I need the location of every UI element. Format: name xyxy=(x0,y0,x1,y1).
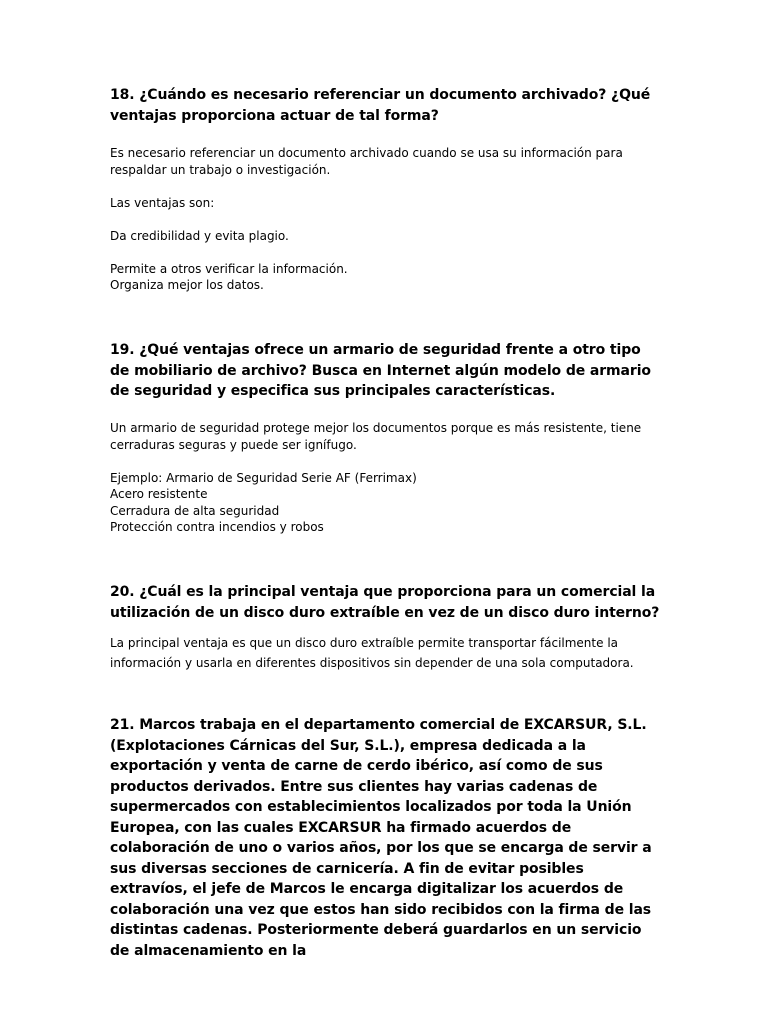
answer-19-point: Acero resistente xyxy=(110,487,208,501)
answer-18-text: Es necesario referenciar un documento archivado cuando se usa su información para respaldar un trabajo o investigación. xyxy=(110,146,623,177)
question-19-heading: 19. ¿Qué ventajas ofrece un armario de seguridad frente a otro tipo de mobiliario de archivo? Busca en Internet algún modelo de armario de seguridad y especifica sus principales características. xyxy=(110,342,651,399)
answer-19-point: Cerradura de alta seguridad xyxy=(110,503,280,518)
answer-20-text: La principal ventaja es que un disco duro extraíble permite transportar fácilmente la información y usarla en diferentes dispositivos sin depender de una sola computadora. xyxy=(110,636,634,670)
question-18-heading: 18. ¿Cuándo es necesario referenciar un documento archivado? ¿Qué ventajas proporciona actuar de tal forma? xyxy=(110,87,651,124)
answer-19-text: Un armario de seguridad protege mejor los documentos porque es más resistente, tiene cerraduras seguras y puede ser ignífugo. xyxy=(110,421,642,452)
answer-18-point: Da credibilidad y evita plagio. xyxy=(110,228,289,243)
answer-18 xyxy=(110,145,670,294)
answer-19-example: Ejemplo: Armario de Seguridad Serie AF (Ferrimax) xyxy=(110,470,417,485)
answer-18-point: Organiza mejor los datos. xyxy=(110,278,264,292)
question-21-heading: 21. Marcos trabaja en el departamento comercial de EXCARSUR, S.L. (Explotaciones Cárnicas del Sur, S.L.), empresa dedicada a la exportación y venta de carne de cerdo ibérico, así como de sus productos derivados. Entre sus clientes hay varias cadenas de supermercados con establecimientos localizados por toda la Unión Europea, con las cuales EXCARSUR ha firmado acuerdos de colaboración de uno o varios años, por los que se encarga de servir a sus diversas secciones de carnicería. A fin de evitar posibles extravíos, el jefe de Marcos le encarga digitalizar los acuerdos de colaboración una vez que estos han sido recibidos con la firma de las distintas cadenas. Posteriormente deberá guardarlos en un servicio de almacenamiento en la xyxy=(110,717,652,959)
answer-19 xyxy=(110,420,670,536)
answer-18-intro: Las ventajas son: xyxy=(110,195,215,210)
answer-19-point: Protección contra incendios y robos xyxy=(110,520,324,534)
answer-18-point: Permite a otros verificar la información. xyxy=(110,261,348,276)
answer-20 xyxy=(110,634,670,673)
question-20-heading: 20. ¿Cuál es la principal ventaja que proporciona para un comercial la utilización de un disco duro extraíble en vez de un disco duro interno? xyxy=(110,584,660,621)
